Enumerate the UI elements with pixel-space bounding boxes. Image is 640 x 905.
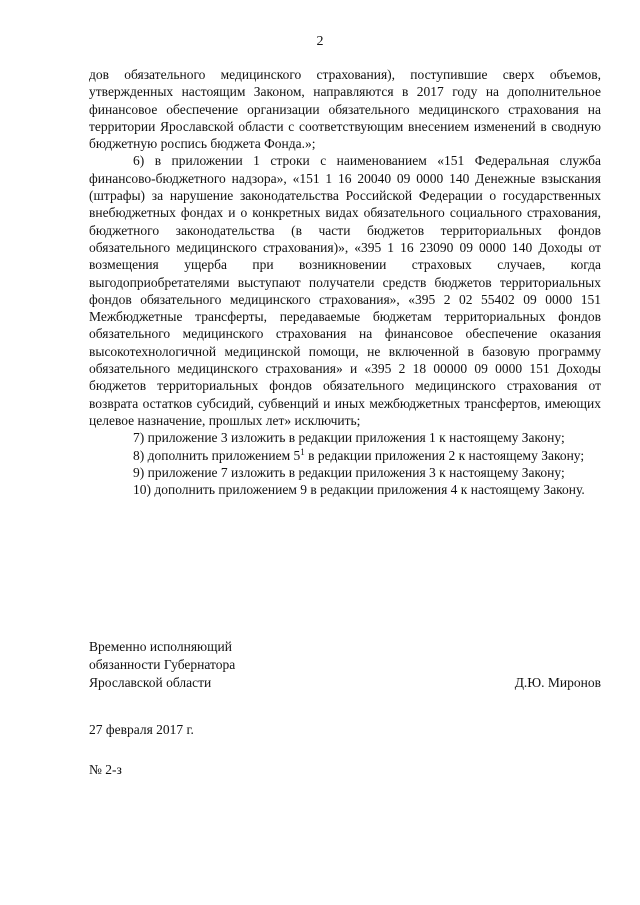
paragraph-item-10: 10) дополнить приложением 9 в редакции приложения 4 к настоящему Закону. [133, 482, 585, 498]
law-body-text [89, 66, 601, 498]
item-8-text-start: 8) дополнить приложением 5 [133, 447, 301, 463]
signer-name: Д.Ю. Миронов [514, 675, 601, 690]
signature-block [89, 638, 601, 692]
signature-position-line-1: Временно исполняющий [89, 639, 232, 654]
signature-position-line-2: обязанности Губернатора [89, 657, 236, 672]
paragraph-item-6: 6) в приложении 1 строки с наименованием «151 Федеральная служба финансово-бюджетного надзора», «151 1 16 20040 09 0000 140 Денежные взыскания (штрафы) за нарушение законодательства Российской Федерации о государственных внебюджетных фондах и о конкретных видах обязательного социального страхования, бюджетного законодательства (в части бюджетов территориальных фондов обязательного медицинского страхования)», «395 1 16 23090 09 0000 140 Доходы от возмещения ущерба при возникновении страховых случаев, когда выгодоприобретателями выступают получатели средств бюджетов территориальных фондов обязательного медицинского страхования», «395 2 02 55402 09 0000 151 Межбюджетные трансферты, передаваемые бюджетам территориальных фондов обязательного медицинского страхования на финансовое обеспечение оказания высокотехнологичной медицинской помощи, не включенной в базовую программу обязательного медицинского страхования» и «395 2 18 00000 09 0000 151 Доходы бюджетов территориальных фондов обязательного медицинского страхования от возврата остатков субсидий, субвенций и иных межбюджетных трансфертов, имеющих целевое назначение, прошлых лет» исключить; [89, 153, 601, 428]
document-date: 27 февраля 2017 г. [89, 722, 194, 737]
paragraph-item-7: 7) приложение 3 изложить в редакции приложения 1 к настоящему Закону; [133, 430, 565, 446]
page-number: 2 [316, 34, 324, 49]
document-number: № 2-з [89, 762, 122, 777]
signature-position-line-3: Ярославской области [89, 675, 212, 690]
paragraph-continuation: дов обязательного медицинского страхования), поступившие сверх объемов, утвержденных настоящим Законом, направляются в 2017 году на дополнительное финансовое обеспечение организации обязательного медицинского страхования на территории Ярославской области с соответствующим внесением изменений в сводную бюджетную роспись бюджета Фонда.»; [89, 67, 601, 152]
item-8-text-end: в редакции приложения 2 к настоящему Закону; [304, 447, 585, 463]
item-8-superscript: 1 [300, 446, 305, 457]
paragraph-item-8 [89, 447, 601, 464]
paragraph-item-9: 9) приложение 7 изложить в редакции приложения 3 к настоящему Закону; [133, 464, 565, 480]
